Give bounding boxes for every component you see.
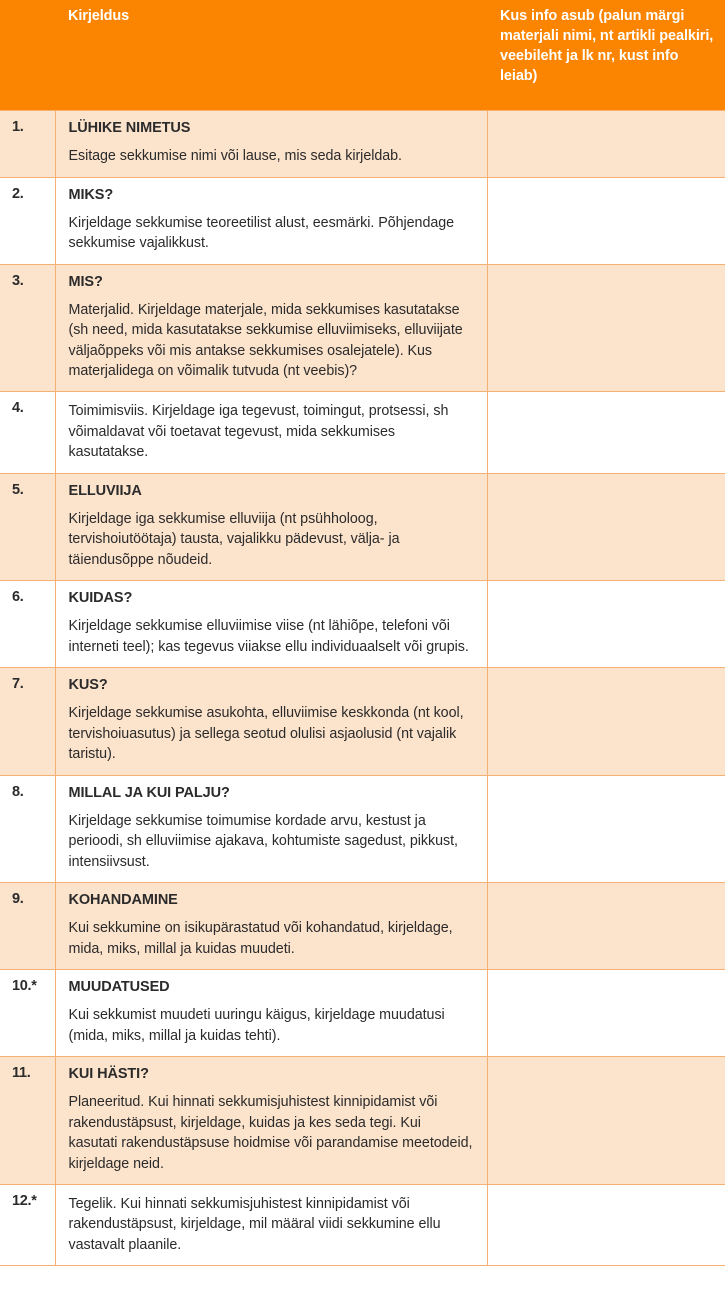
row-number: 7.: [0, 668, 55, 775]
table-header-row: [0, 0, 725, 111]
row-number: 3.: [0, 264, 55, 392]
row-body-text: Materjalid. Kirjeldage materjale, mida sekkumises kasutatakse (sh need, mida kasutatakse sekkumise elluviimiseks, elluviijate väljaõppeks või mis antakse sekkumises osalejatele). Kus materjalidega on võimalik tutvuda (nt veebis)?: [68, 301, 463, 379]
row-where-info-cell[interactable]: [487, 668, 725, 775]
row-where-info-cell[interactable]: [487, 111, 725, 178]
table-row: [0, 970, 725, 1057]
row-number: 2.: [0, 177, 55, 264]
row-where-info-cell[interactable]: [487, 775, 725, 882]
row-where-info-cell[interactable]: [487, 1057, 725, 1185]
row-body-text: Kirjeldage sekkumise elluviimise viise (nt lähiõpe, telefoni või interneti teel); kas tegevus viiakse ellu individuaalselt või grupis.: [68, 618, 469, 655]
row-body-text: Tegelik. Kui hinnati sekkumisjuhistest kinnipidamist või rakendustäpsust, kirjeldage, mil määral viidi sekkumine ellu vastavalt plaanile.: [68, 1195, 441, 1253]
table-header: [0, 0, 725, 111]
row-heading: KUS?: [68, 677, 108, 694]
row-where-info-cell[interactable]: [487, 264, 725, 392]
row-description-cell: [55, 775, 487, 882]
row-description-cell: [55, 668, 487, 775]
row-heading: ELLUVIIJA: [68, 482, 142, 499]
table-row: [0, 177, 725, 264]
row-number: 4.: [0, 392, 55, 473]
row-description-cell: [55, 473, 487, 580]
row-where-info-cell[interactable]: [487, 392, 725, 473]
row-body-text: Kui sekkumine on isikupärastatud või kohandatud, kirjeldage, mida, miks, millal ja kuidas muudeti.: [68, 920, 453, 957]
table-row: [0, 581, 725, 668]
header-cell-where-info: Kus info asub (palun märgi materjali nimi, nt artikli pealkiri, veebileht ja lk nr, kust info leiab): [487, 0, 725, 111]
row-body-text: Kirjeldage sekkumise toimumise kordade arvu, kestust ja perioodi, sh elluviimise ajakava, kohtumiste sagedust, pikkust, intensiivsust.: [68, 812, 458, 870]
row-description-cell: [55, 264, 487, 392]
header-cell-number: [0, 0, 55, 111]
table-row: [0, 392, 725, 473]
row-heading: MUUDATUSED: [68, 979, 170, 996]
table-row: [0, 473, 725, 580]
row-description-cell: [55, 111, 487, 178]
row-where-info-cell[interactable]: [487, 970, 725, 1057]
row-description-cell: [55, 392, 487, 473]
table-row: [0, 264, 725, 392]
row-number: 9.: [0, 883, 55, 970]
row-body-text: Kirjeldage sekkumise teoreetilist alust, eesmärki. Põhjendage sekkumise vajalikkust.: [68, 214, 455, 252]
row-description-cell: [55, 970, 487, 1057]
row-description-cell: [55, 883, 487, 970]
row-body-text: Toimimisviis. Kirjeldage iga tegevust, toimingut, protsessi, sh võimaldavat või toetavat tegevust, mida sekkumises kasutatakse.: [68, 403, 449, 461]
row-number: 1.: [0, 111, 55, 178]
table-row: [0, 1057, 725, 1185]
row-where-info-cell[interactable]: [487, 1184, 725, 1265]
row-body-text: Esitage sekkumise nimi või lause, mis seda kirjeldab.: [68, 148, 402, 165]
row-where-info-cell[interactable]: [487, 177, 725, 264]
row-body-text: Kirjeldage sekkumise asukohta, elluviimise keskkonda (nt kool, tervishoiuasutus) ja sellega seotud olulisi asjaolusid (nt vajalik taristu).: [68, 705, 464, 763]
row-where-info-cell[interactable]: [487, 581, 725, 668]
row-body-text: Kirjeldage iga sekkumise elluviija (nt psühholoog, tervishoiutöötaja) tausta, vajalikku pädevust, välja- ja täiendusõppe nõudeid.: [68, 510, 400, 568]
row-heading: MILLAL JA KUI PALJU?: [68, 784, 230, 801]
row-description-cell: [55, 581, 487, 668]
row-number: 8.: [0, 775, 55, 882]
row-description-cell: [55, 177, 487, 264]
row-number: 10.*: [0, 970, 55, 1057]
row-number: 5.: [0, 473, 55, 580]
row-body-text: Kui sekkumist muudeti uuringu käigus, kirjeldage muudatusi (mida, miks, millal ja kuidas tehti).: [68, 1007, 445, 1044]
row-description-cell: [55, 1184, 487, 1265]
row-heading: KUI HÄSTI?: [68, 1066, 149, 1083]
row-where-info-cell[interactable]: [487, 883, 725, 970]
row-heading: MIKS?: [68, 186, 114, 203]
row-number: 6.: [0, 581, 55, 668]
table-row: [0, 668, 725, 775]
row-heading: MIS?: [68, 273, 103, 290]
row-heading: KUIDAS?: [68, 590, 133, 607]
row-body-text: Planeeritud. Kui hinnati sekkumisjuhistest kinnipidamist või rakendustäpsust, kirjeldage, kuidas ja kes seda tegi. Kui kasutati rakendustäpsuse hoidmise või parandamise meetodeid, kirjeldage neid.: [68, 1094, 473, 1172]
row-description-cell: [55, 1057, 487, 1185]
row-heading: KOHANDAMINE: [68, 892, 178, 909]
table-row: [0, 883, 725, 970]
header-cell-description: Kirjeldus: [55, 0, 487, 111]
row-number: 11.: [0, 1057, 55, 1185]
table-body: [0, 111, 725, 1266]
row-heading: LÜHIKE NIMETUS: [68, 120, 191, 136]
row-number: 12.*: [0, 1184, 55, 1265]
row-where-info-cell[interactable]: [487, 473, 725, 580]
table-row: [0, 775, 725, 882]
table-row: [0, 1184, 725, 1265]
table-row: [0, 111, 725, 178]
